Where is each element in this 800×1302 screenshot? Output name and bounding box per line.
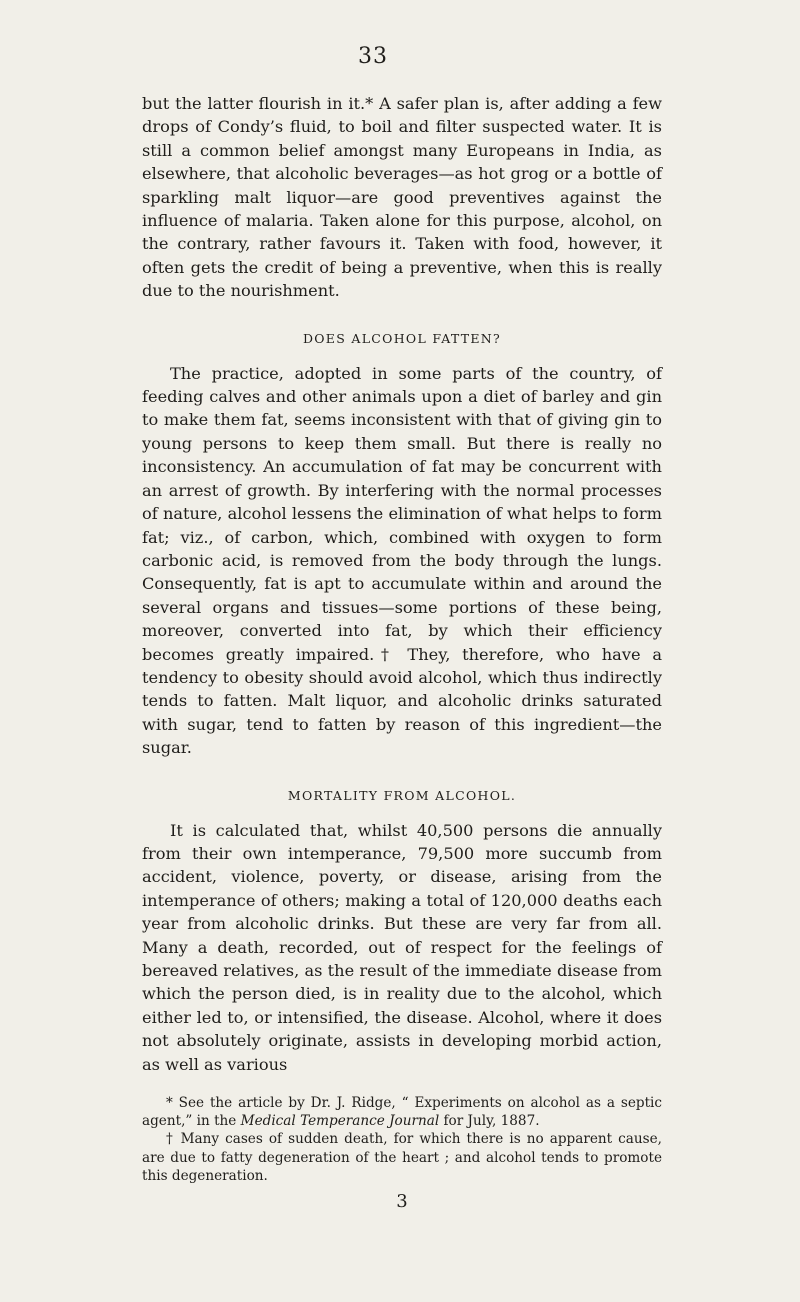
footnote-journal-title: Medical Temperance Journal	[240, 1113, 440, 1130]
paragraph-fatten: The practice, adopted in some parts of the country, of feeding calves and other animals upon a diet of barley and gin to make them fat, seems inconsistent with that of giving gin to young persons to keep them small. But there is really no inconsistency. An accumulation of fat may be concurrent with an arrest of growth. By interfering with the normal processes of nature, alcohol lessens the elimination of what helps to form fat; viz., of carbon, which, combined with oxygen to form carbonic acid, is removed from the body through the lungs. Consequently, fat is apt to accumulate within and around the several organs and tissues—some portions of these being, moreover, converted into fat, by which their efficiency becomes greatly impaired.† They, therefore, who have a tendency to obesity should avoid alcohol, which thus indirectly tends to fatten. Malt liquor, and alcoholic drinks saturated with sugar, tend to fatten by reason of this ingredient—the sugar.	[142, 363, 662, 758]
paragraph-malaria: but the latter flourish in it.* A safer plan is, after adding a few drops of Condy’s fluid, to boil and filter suspected water. It is still a common belief amongst many Europeans in India, as elsewhere, that alcoholic beverages—as hot grog or a bottle of sparkling malt liquor—are good preventives against the influence of malaria. Taken alone for this purpose, alcohol, on the contrary, rather favours it. Taken with food, however, it often gets the credit of being a preventive, when this is really due to the nourishment.	[142, 94, 662, 301]
footnotes	[142, 1094, 662, 1185]
footnote-ridge-date: for July, 1887.	[439, 1113, 540, 1130]
page-number-bottom: 3	[396, 1191, 408, 1213]
footnote-ridge	[142, 1094, 662, 1130]
heading-mortality: MORTALITY FROM ALCOHOL.	[287, 787, 517, 803]
paragraph-mortality: It is calculated that, whilst 40,500 persons die annually from their own intemperance, 79,500 more succumb from accident, violence, poverty, or disease, arising from the intemperance of others; making a total of 120,000 deaths each year from alcoholic drinks. But these are very far from all. Many a death, recorded, out of respect for the feelings of bereaved relatives, as the result of the immediate disease from which the person died, is in reality due to the alcohol, which either led to, or intensified, the disease. Alcohol, where it does not absolutely originate, assists in developing morbid action, as well as various	[142, 820, 662, 1074]
page-number-top: 33	[358, 44, 388, 69]
footnote-sudden-death: † Many cases of sudden death, for which there is no apparent cause, are due to fatty degeneration of the heart ; and alcohol tends to promote this degeneration.	[142, 1131, 662, 1184]
page-body	[142, 92, 662, 1212]
heading-alcohol-fatten: DOES ALCOHOL FATTEN?	[302, 330, 502, 346]
footnote-ridge-text: * See the article by Dr. J. Ridge, “ Experiments on alcohol as a septic agent,” in the	[142, 1095, 662, 1130]
